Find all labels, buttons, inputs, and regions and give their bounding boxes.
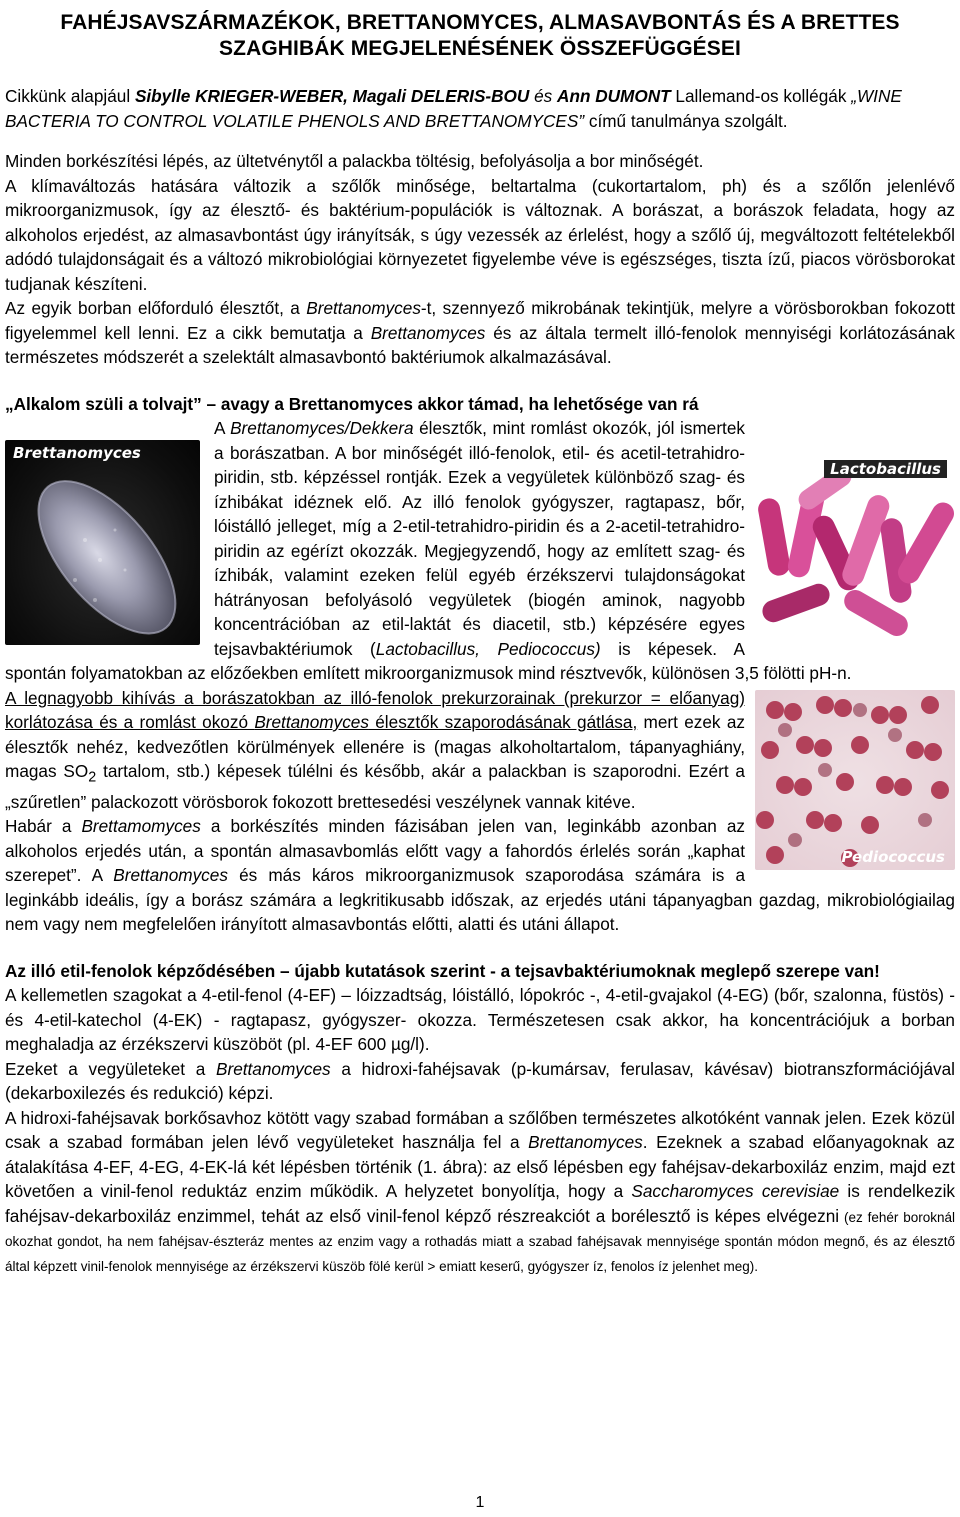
author-3: Ann DUMONT [557,86,671,106]
p3-small-note: (ez fehér boroknál okozhat gondot, ha nem fahéjsav-észteráz mentes az enzim vagy a rothadás miatt a szabad fahéjsavak mennyisége spontán módon megnő, és az élesztő által képzett vinil-fenolok mennyisége az érzékszervi küszöb fölé kerül > emiatt keserű, gyógyszer íz, fenolos íz jelenhet meg). [5,1209,955,1274]
page-number: 1 [475,1494,485,1511]
s1-lacto: Lactobacillus, Pediococcus) [375,638,601,659]
para3-text-b: -t, szennyező mikrobának tekintjük, melyre a vörösborokban fokozott figyelemmel kell lenni. Ez a cikk bemutatja a [5,298,955,343]
brettanomyces-image [5,440,200,645]
s1-text-c: is képesek. A spontán folyamatokban az előzőekben említett mikroorganizmusok mind résztvevők, különösen 3,5 fölötti pH-n. [5,638,852,683]
paragraph-1: Minden borkészítési lépés, az ültetvénytől a palackba töltésig, befolyásolja a bor minőségét. [5,151,704,171]
cocci-bacteria-icon [755,690,955,870]
p3-text-a: A hidroxi-fahéjsavak borkősavhoz kötött vagy szabad formában a szőlőben természetes alkotóként vannak jelen. Ezek közül csak a szabad formában jelen lévő vegyületeket használja fel a [5,1107,955,1153]
p2-text-b: a hidroxi-fahéjsavak (p-kumársav, ferulasav, kávésav) biotranszformációjával (dekarboxilezés és redukció) képzi. [5,1058,955,1104]
para3-text-a: Az egyik borban előforduló élesztőt, a [5,298,307,318]
s4-brett-2: Brettanomyces [113,865,228,886]
lactobacillus-label: Lactobacillus [824,460,947,478]
para3-brett-1: Brettanomyces [306,298,421,318]
s4-text-c: és más káros mikroorganizmusok szaporodása számára is a leginkább ideális, így a borász számára a legkritikusabb időszak, az erjedés utáni tápanyagban gazdag, mikrobiológiailag nem vagy nem megfelelően irányított almasavbontás előtti, alatti és utáni állapot. [5,865,955,935]
brettanomyces-label: Brettanomyces [13,444,141,462]
yeast-cell-icon [5,440,200,645]
p3-brett: Brettanomyces [528,1132,643,1153]
intro-text: Cikkünk alapjául [5,86,135,106]
paragraph-2: A klímaváltozás hatására változik a szőlők minősége, beltartalma (cukortartalom, ph) és a szőlőn jelenlévő mikroorganizmusok, így az élesztő- és baktérium-populációk is változnak. A borászat, a borászok feladata, hogy az alkoholos erjedést, az almasavbontást úgy irányítsák, s úgy vezessék az érlelést, hogy a szőlő új, megváltozott feltételekből adódó tulajdonságait és a változó mikrobiológiai környezetet figyelembe véve is egészséges, tiszta ízű, piacos vörösborokat tudjanak készíteni. [5,175,955,294]
document-title: FAHÉJSAVSZÁRMAZÉKOK, BRETTANOMYCES, ALMASAVBONTÁS ÉS A BRETTES SZAGHIBÁK MEGJELENÉSÉNEK ÖSSZEFÜGGÉSEI [60,11,900,60]
s4-text-a: Habár a [5,816,82,837]
s1-brett: Brettanomyces/Dekkera [230,418,414,438]
paragraph-3 [5,296,955,370]
p3-sacch: Saccharomyces cerevisiae [631,1181,840,1202]
u1-brett: Brettanomyces [254,712,369,732]
u1-text-b: élesztők szaporodásának gátlása, [368,712,638,732]
and-word: és [529,86,558,106]
s3-text: tartalom, stb.) képesek túlélni és később, akár a palackban is szaporodni. Ezért a „szűretlen” palackozott vörösborok fokozott brettesedési veszélynek vannak kitéve. [5,761,745,812]
para3-text-c: és az általa termelt illó-fenolok mennyiségi korlátozásának természetes módszerét a szelektált almasavbontó baktériumok alkalmazásával. [5,322,955,367]
p2-text-a: Ezeket a vegyületeket a [5,1058,216,1079]
s4-text-b: a borkészítés minden fázisában jelen van, leginkább azonban az alkoholos erjedés után, a spontán almasavbomlás előtt vagy a fahordós érlelés során „kaphat szerepet”. A [5,816,745,886]
heading-1: „Alkalom szüli a tolvajt” – avagy a Brettanomyces akkor támad, ha lehetősége van rá [5,393,699,414]
p3-text-b: . Ezeknek a szabad előanyagoknak az átalakítása 4-EF, 4-EG, 4-EK-lá két lépésben történik (1. ábra): az első lépésben egy fahéjsav-dekarboxiláz enzim, majd ezt követően a vinil-fenol reduktáz enzim működik. A helyzetet bonyolítja, hogy a [5,1132,955,1202]
p3-text-c: is rendelkezik fahéjsav-dekarboxiláz enzimmel, tehát az első vinil-fenol képző részreakciót a borélesztő is képes elvégezni [5,1181,955,1226]
section-2-paragraph-2 [5,1057,955,1106]
intro-text-2: Lallemand-os kollégák [670,86,852,106]
s1-text-a: A [214,418,231,438]
heading-2: Az illó etil-fenolok képződésében – újabb kutatások szerint - a tejsavbaktériumoknak meglepő szerepe van! [5,960,880,981]
s2-text: mert ezek az élesztők nehéz, kedvezőtlen körülmények ellenére is (magas alkoholtartalom, tápanyaghiány, magas SO [5,712,745,781]
rod-bacteria-icon [755,458,955,640]
study-title: „WINE BACTERIA TO CONTROL VOLATILE PHENOLS AND BRETTANOMYCES” [5,86,902,131]
section-2-paragraph-3 [5,1106,955,1278]
s1-text-b: élesztők, mint romlást okozók, jól ismertek a borászatban. A bor minőségét illó-fenolok, etil- és acetil-tetrahidro-piridin, stb. képzéssel rontják. Ezek a vegyületek különböző szag- és ízhibákat idéznek elő. Az illó fenolok gyógyszer, ragtapasz, bőr, lóistálló jelleget, míg a 2-etil-tetrahidro-piridin és a 2-acetil-tetrahidro-piridin az egérízt okozzák. Megjegyzendő, hogy az említett szag- és ízhibák, valamint ezeken felül egyéb érzékszervi tulajdonságokat hátrányosan befolyásoló vegyületek (biogén aminok, nagyobb koncentrációban az etil-laktát és diacetil, stb.) képzésére egyes tejsavbaktériumok ( [214,418,745,659]
u1-text: A legnagyobb kihívás a borászatokban az illó-fenolok prekurzorainak (prekurzor = előanyag) korlátozása és a romlást okozó [5,687,745,732]
section-1 [5,416,955,937]
pediococcus-image [755,690,955,870]
pediococcus-label: Pediococcus [841,847,945,866]
intro-text-3: című tanulmánya szolgált. [584,110,788,131]
lactobacillus-image [755,458,955,640]
section-2-paragraph-1: A kellemetlen szagokat a 4-etil-fenol (4-EF) – lóizzadtság, lóistálló, lópokróc -, 4-etil-gvajakol (4-EG) (bőr, szalonna, füstös) - és 4-etil-katechol (4-EK) - ragtapasz, gyógyszer- okozza. Természetesen csak akkor, ha koncentrációjuk a borban meghaladja az érzékszervi küszöböt (pl. 4-EF 600 µg/l). [5,985,955,1055]
document-page [5,0,955,1277]
p2-brett: Brettanomyces [216,1058,331,1079]
para3-brett-2: Brettanomyces [370,322,486,343]
so2-subscript: 2 [88,769,97,786]
intro-paragraph [5,84,955,133]
s4-brett: Brettamomyces [81,816,201,837]
authors: Sibylle KRIEGER-WEBER, Magali DELERIS-BOU [134,86,530,106]
